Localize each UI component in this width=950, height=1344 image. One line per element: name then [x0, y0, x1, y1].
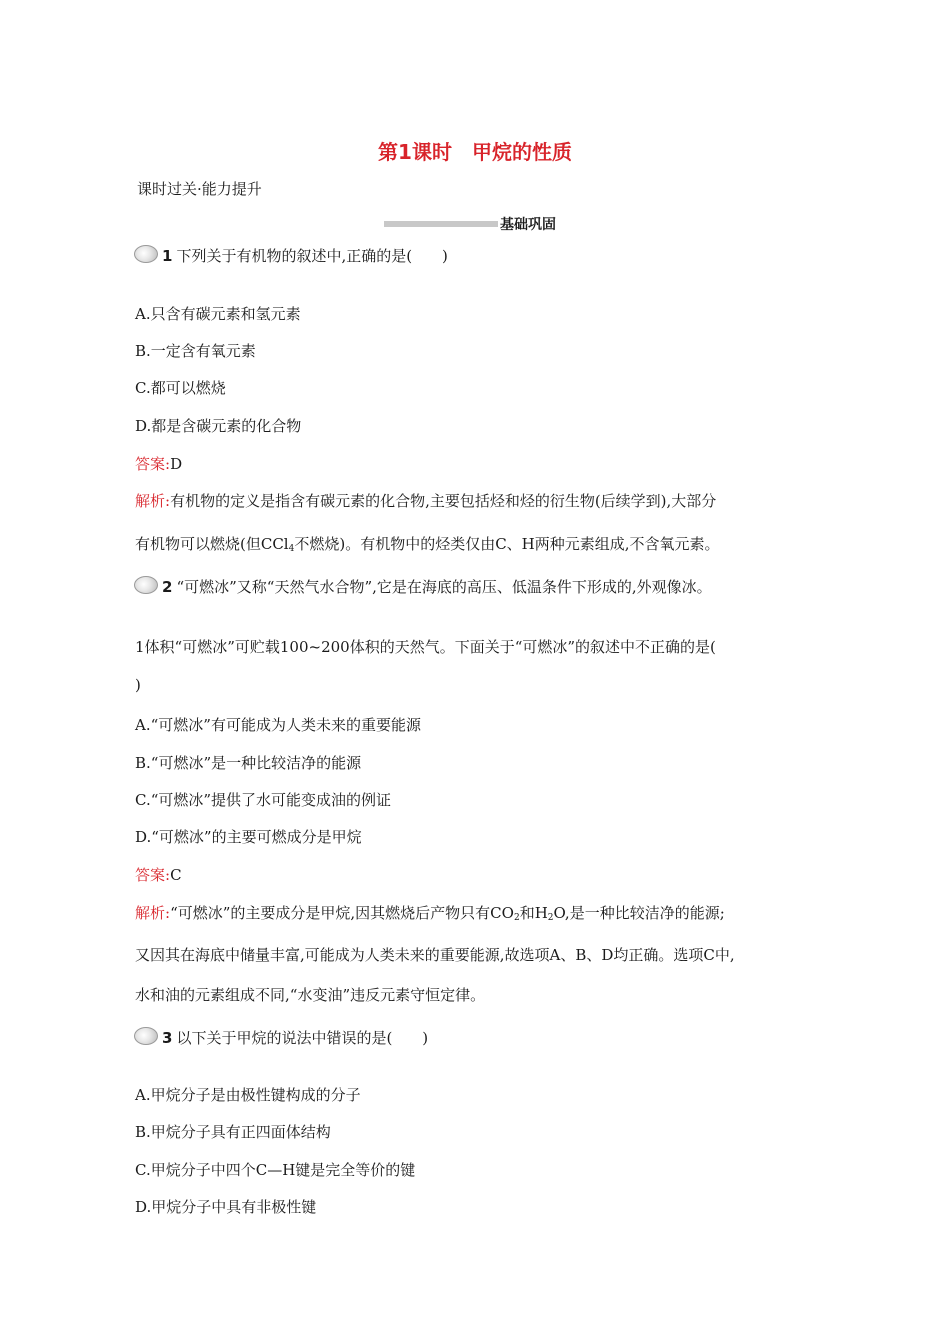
analysis-text: O,是一种比较洁净的能源; — [553, 904, 725, 922]
question-2-header — [134, 576, 712, 597]
question-number: 2 — [162, 577, 173, 596]
section-bar — [384, 221, 498, 227]
q2-analysis-line-1 — [135, 902, 725, 923]
analysis-label: 解析: — [135, 492, 171, 510]
question-1-header — [134, 245, 448, 266]
analysis-text: 有机物可以燃烧(但CCl — [135, 535, 289, 553]
answer-label: 答案: — [135, 455, 171, 473]
question-marker-icon — [134, 245, 158, 263]
q1-option-b: B.一定含有氧元素 — [135, 342, 256, 360]
q1-answer — [135, 453, 182, 474]
analysis-text: 和H — [519, 904, 548, 922]
question-number: 1 — [162, 246, 173, 265]
page-title: 第1课时 甲烷的性质 — [378, 140, 572, 164]
q3-option-a: A.甲烷分子是由极性键构成的分子 — [135, 1086, 361, 1104]
question-stem: 下列关于有机物的叙述中,正确的是( ) — [176, 247, 448, 265]
q1-analysis-line-2 — [135, 533, 720, 554]
q3-option-b: B.甲烷分子具有正四面体结构 — [135, 1123, 331, 1141]
q2-stem-line-2: 1体积“可燃冰”可贮载100~200体积的天然气。下面关于“可燃冰”的叙述中不正确的是( — [135, 638, 716, 656]
subscript: 2 — [513, 913, 520, 923]
answer-label: 答案: — [135, 866, 171, 884]
question-stem: 以下关于甲烷的说法中错误的是( ) — [176, 1029, 429, 1047]
analysis-text: 有机物的定义是指含有碳元素的化合物,主要包括烃和烃的衍生物(后续学到),大部分 — [170, 492, 717, 510]
q2-option-c: C.“可燃冰”提供了水可能变成油的例证 — [135, 791, 392, 809]
section-header — [384, 214, 556, 234]
q2-analysis-line-2: 又因其在海底中储量丰富,可能成为人类未来的重要能源,故选项A、B、D均正确。选项C中, — [135, 946, 735, 964]
question-marker-icon — [134, 1027, 158, 1045]
q1-option-a: A.只含有碳元素和氢元素 — [135, 305, 301, 323]
subscript: 2 — [547, 913, 554, 923]
analysis-text: “可燃冰”的主要成分是甲烷,因其燃烧后产物只有CO — [170, 904, 514, 922]
q1-option-c: C.都可以燃烧 — [135, 379, 226, 397]
analysis-label: 解析: — [135, 904, 171, 922]
answer-value: C — [170, 866, 182, 884]
q2-option-a: A.“可燃冰”有可能成为人类未来的重要能源 — [135, 716, 421, 734]
q3-option-c: C.甲烷分子中四个C—H键是完全等价的键 — [135, 1161, 416, 1179]
q2-stem-line-3: ) — [135, 676, 141, 694]
subscript: 4 — [288, 544, 295, 554]
q2-option-d: D.“可燃冰”的主要可燃成分是甲烷 — [135, 828, 362, 846]
q1-option-d: D.都是含碳元素的化合物 — [135, 417, 302, 435]
q2-analysis-line-3: 水和油的元素组成不同,“水变油”违反元素守恒定律。 — [135, 986, 486, 1004]
question-stem: “可燃冰”又称“天然气水合物”,它是在海底的高压、低温条件下形成的,外观像冰。 — [176, 578, 712, 596]
question-3-header — [134, 1027, 428, 1048]
answer-value: D — [170, 455, 183, 473]
q3-option-d: D.甲烷分子中具有非极性键 — [135, 1198, 317, 1216]
analysis-text: 不燃烧)。有机物中的烃类仅由C、H两种元素组成,不含氧元素。 — [294, 535, 720, 553]
section-label: 基础巩固 — [500, 217, 556, 233]
page-subtitle: 课时过关·能力提升 — [137, 180, 262, 198]
q1-analysis-line-1 — [135, 490, 716, 511]
q2-answer — [135, 864, 182, 885]
question-number: 3 — [162, 1028, 173, 1047]
q2-option-b: B.“可燃冰”是一种比较洁净的能源 — [135, 754, 362, 772]
question-marker-icon — [134, 576, 158, 594]
